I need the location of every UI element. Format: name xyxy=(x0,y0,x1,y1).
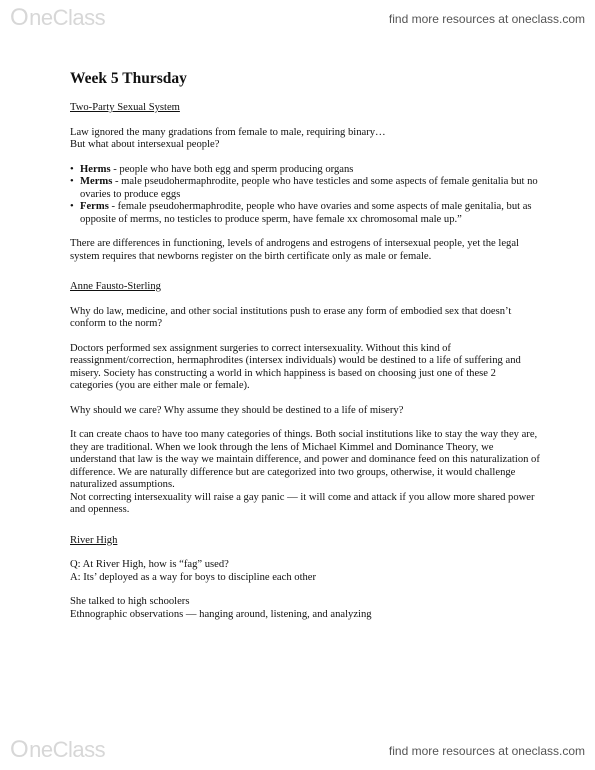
paragraph: Why do law, medicine, and other social institutions push to erase any form of embodied sex that doesn’t conform to the norm? xyxy=(70,305,512,329)
footer-tagline[interactable]: find more resources at oneclass.com xyxy=(388,744,585,758)
bullet-icon: • xyxy=(70,201,74,212)
paragraph xyxy=(70,127,540,152)
section-heading-fausto-sterling: Anne Fausto-Sterling xyxy=(70,281,161,292)
list-item xyxy=(70,176,540,201)
paragraph xyxy=(70,596,540,621)
bullet-icon: • xyxy=(70,163,74,175)
oneclass-logo-footer[interactable] xyxy=(10,736,105,764)
logo-mark: O xyxy=(10,736,29,763)
section-heading-two-party: Two-Party Sexual System xyxy=(70,102,180,113)
paragraph: Not correcting intersexuality will raise a gay panic — it will come and attack if you allow more shared power and openness. xyxy=(70,491,535,515)
list-item xyxy=(70,201,540,226)
logo-mark: O xyxy=(10,4,29,31)
logo-text: neClass xyxy=(29,737,106,762)
header-tagline[interactable]: find more resources at oneclass.com xyxy=(388,12,585,26)
question: Q: At River High, how is “fag” used? xyxy=(70,559,229,570)
answer: A: Its’ deployed as a way for boys to discipline each other xyxy=(70,571,317,583)
paragraph: Why should we care? Why assume they should be destined to a life of misery? xyxy=(70,404,404,416)
text-line: Law ignored the many gradations from female to male, requiring binary… xyxy=(70,126,386,138)
paragraph xyxy=(70,559,540,584)
logo-text: neClass xyxy=(29,5,106,30)
definition: - female pseudohermaphrodite, people who have ovaries and some aspects of male genitalia, but as opposite of merms, no testicles to produce sperm, have female xx chromosomal male up.” xyxy=(80,201,532,225)
term: Herms xyxy=(80,163,111,175)
text-line: But what about intersexual people? xyxy=(70,139,220,150)
text-line: She talked to high schoolers xyxy=(70,596,190,607)
paragraph: Doctors performed sex assignment surgeries to correct intersexuality. Without this kind of reassignment/correction, hermaphrodites (intersex individuals) would be destined to a life of suffering and misery. Society has constructing a world in which happiness is based on choosing just one of these 2 categories (you are either male or female). xyxy=(70,342,521,391)
section-heading-river-high: River High xyxy=(70,534,118,546)
bullet-list xyxy=(70,164,540,227)
document-body xyxy=(70,70,540,633)
list-item xyxy=(70,164,540,177)
definition: - people who have both egg and sperm producing organs xyxy=(110,163,354,175)
text-line: Ethnographic observations — hanging around, listening, and analyzing xyxy=(70,608,372,620)
bullet-icon: • xyxy=(70,176,74,187)
page-title: Week 5 Thursday xyxy=(70,70,187,87)
definition: - male pseudohermaphrodite, people who have testicles and some aspects of female genitalia but no ovaries to produce eggs xyxy=(80,176,538,200)
term: Merms xyxy=(80,176,113,187)
paragraph: There are differences in functioning, levels of androgens and estrogens of intersexual people, yet the legal system requires that newborns register on the birth certificate only as male or female. xyxy=(70,238,519,262)
oneclass-logo[interactable] xyxy=(10,4,105,32)
paragraph: It can create chaos to have too many categories of things. Both social institutions like to stay the way they are, they are traditional. When we look through the lens of Michael Kimmel and Dominance Theory, we understand that law is the way we maintain difference, and power and dominance feed on this naturalization of difference. We are naturally difference but are categorized into two groups, otherwise, it would challenge naturalized assumptions. xyxy=(70,429,540,490)
term: Ferms xyxy=(80,201,109,212)
